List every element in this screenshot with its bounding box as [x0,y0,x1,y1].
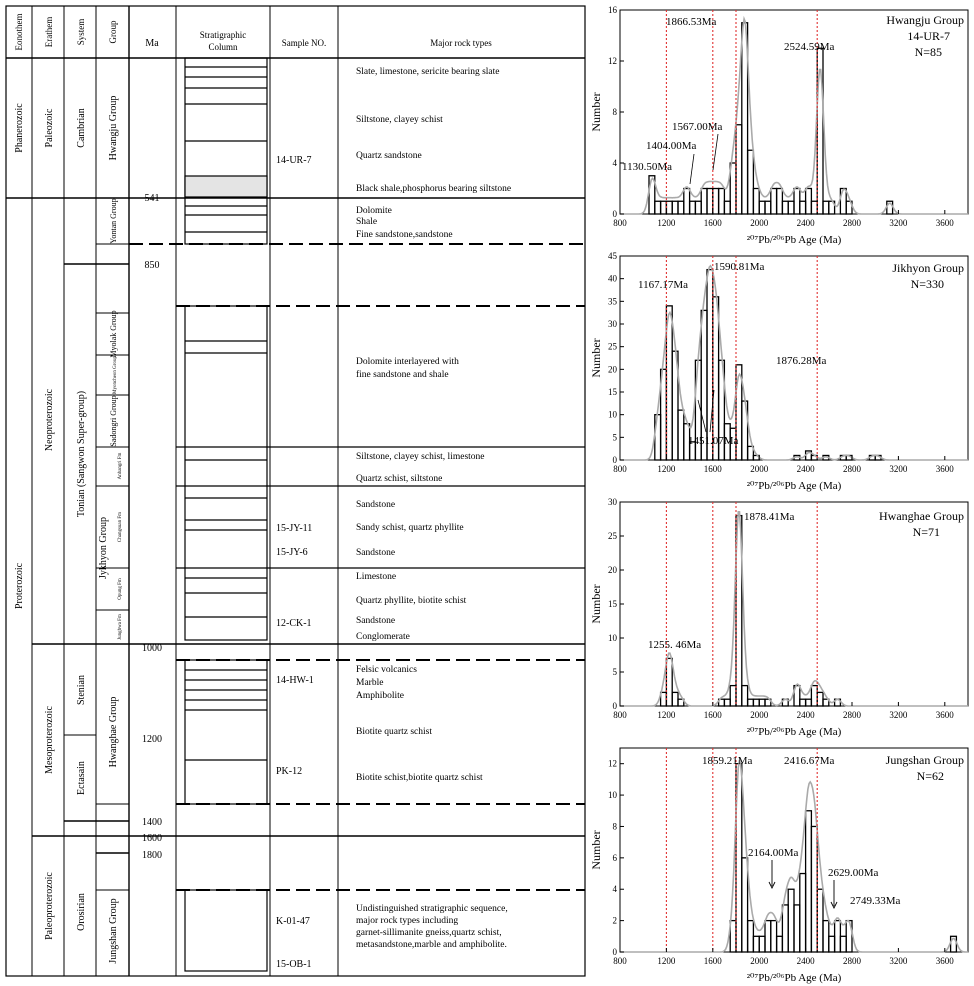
histogram-bar [724,699,730,706]
eonothem-phanerozoic: Phanerozoic [14,103,25,153]
y-tick-label: 10 [608,409,617,420]
y-tick-label: 16 [608,5,617,15]
histogram-bar [811,826,817,952]
histogram-bar [759,936,765,952]
annotation-label: 2524.59Ma [784,41,835,53]
y-tick-label: 8 [612,821,617,832]
y-tick-label: 12 [608,56,617,66]
annotation-label: 1859.21Ma [702,755,753,767]
y-tick-label: 10 [608,790,617,801]
histogram-hwangju [589,4,974,246]
ma-tick-1000: 1000 [142,643,162,654]
annotation-label: 1590.81Ma [714,261,765,273]
sample-15-ob-1: 15-OB-1 [276,959,312,970]
histogram-bar [730,921,736,952]
histogram-bar [806,811,812,952]
y-tick-label: 0 [612,701,617,711]
histogram-bar [730,686,736,706]
histogram-bar [661,692,667,706]
x-tick-label: 3200 [889,464,908,474]
histogram-bar [806,699,812,706]
panel-sample: 14-UR-7 [907,29,950,43]
annotation-label: 1255. 46Ma [648,639,702,651]
x-axis-label: ²⁰⁷Pb/²⁰⁶Pb Age (Ma) [746,480,842,492]
rock-type: Slate, limestone, sericite bearing slate [356,67,500,77]
panel-title: Jungshan Group [885,753,964,767]
histogram-bar [782,905,788,952]
panel-title: Hwanghae Group [879,509,964,523]
group-yontan: Yontan Group [109,198,118,244]
y-tick-label: 6 [612,852,617,863]
group-jungshan: Jungshan Group [108,898,119,964]
histogram-bar [782,201,788,214]
rock-type: Sandstone [356,500,396,510]
y-tick-label: 15 [608,387,617,397]
y-tick-label: 4 [612,884,617,895]
group-jykhyon: Jykhyon Group [98,517,109,579]
x-tick-label: 1600 [703,956,722,966]
histogram-bar [840,936,846,952]
histogram-bar [817,692,823,706]
x-tick-label: 1200 [657,710,676,720]
x-tick-label: 2000 [750,218,769,228]
y-tick-label: 2 [612,915,617,926]
y-tick-label: 40 [608,273,617,284]
histogram-bar [666,201,672,214]
histogram-bar [800,699,806,706]
histogram-bar [684,189,690,215]
histogram-bar [678,201,684,214]
histogram-bar [690,201,696,214]
rock-type: Marble [356,678,384,688]
panel-n: N=62 [916,769,944,783]
histogram-jungshan [589,742,974,984]
histogram-bar [753,936,759,952]
histogram-bar [800,874,806,952]
histogram-bar [817,48,823,214]
rock-type: Sandy schist, quartz phyllite [356,523,464,533]
ma-tick-1600: 1600 [142,833,162,844]
y-axis-label: Number [589,830,603,870]
ma-tick-850: 850 [144,260,160,271]
histogram-jikhyon [589,250,974,492]
rock-type: Sandstone [356,548,396,558]
system-tonian: Tonian (Sangwon Super-group) [76,390,87,518]
group-hwangju: Hwangju Group [108,95,119,161]
x-axis-label: ²⁰⁷Pb/²⁰⁶Pb Age (Ma) [746,726,842,738]
annotation-label: 2416.67Ma [784,755,835,767]
sample-pk-12: PK-12 [276,766,303,777]
formation-opung: Opung Fm [118,578,123,600]
y-tick-label: 0 [612,947,617,957]
annotation-label: 1866.53Ma [666,16,717,28]
header-column-1: Stratigraphic [199,30,247,40]
annotation-label: 2164.00Ma [748,847,799,859]
erathem-paleoproterozoic: Paleoproterozoic [44,872,55,940]
ma-tick-541: 541 [144,193,160,204]
histogram-bar [794,189,800,215]
panel-n: N=71 [912,525,940,539]
annotation-label: 2629.00Ma [828,867,879,879]
x-tick-label: 800 [613,218,627,228]
rock-type: fine sandstone and shale [356,370,449,380]
rock-type: Undistinguished stratigraphic sequence, [356,904,508,914]
annotation-label: 1567.00Ma [672,121,723,133]
histogram-bar [672,692,678,706]
histogram-bar [672,201,678,214]
eonothem-proterozoic: Proterozoic [14,562,25,610]
histogram-bar [788,201,794,214]
histogram-bar [771,921,777,952]
histogram-bar [765,921,771,952]
histogram-bar [800,201,806,214]
x-tick-label: 3600 [935,710,954,720]
header-erathem: Erathem [44,16,54,48]
y-tick-label: 15 [608,599,617,609]
header-rocks: Major rock types [430,38,492,48]
rock-type: Felsic volcanics [356,665,417,675]
y-tick-label: 30 [608,319,617,329]
x-tick-label: 2800 [843,218,861,228]
header-system: System [76,18,86,46]
system-orosirian: Orosirian [76,893,87,931]
y-tick-label: 0 [612,455,617,465]
x-tick-label: 3200 [889,218,908,228]
annotation-label: 1167.17Ma [638,279,689,291]
histogram-bar [748,150,754,214]
x-tick-label: 2400 [796,956,815,966]
system-stenian: Stenian [76,675,87,705]
histogram-bar [742,686,748,706]
histogram-bar [748,921,754,952]
ma-tick-1400: 1400 [142,817,162,828]
histogram-bar [742,858,748,952]
sample-12-ck-1: 12-CK-1 [276,618,312,629]
histogram-bar [753,189,759,215]
group-sadongri: Sadongri Group [109,395,118,447]
annotation-label: 1878.41Ma [744,511,795,523]
rock-type: Shale [356,217,378,227]
rock-type: Limestone [356,572,397,582]
stratigraphic-columns [185,58,267,971]
sample-15-jy-6: 15-JY-6 [276,547,308,558]
x-tick-label: 1200 [657,956,676,966]
x-tick-label: 3200 [889,956,908,966]
rock-type: Quartz schist, siltstone [356,474,443,484]
histogram-bar [719,189,725,215]
rock-type: major rock types including [356,916,459,926]
panel-n: N=85 [914,45,942,59]
x-tick-label: 2000 [750,710,769,720]
x-tick-label: 2800 [843,464,861,474]
histogram-bar [817,889,823,952]
y-tick-label: 10 [608,633,617,643]
sample-14-ur-7: 14-UR-7 [276,155,312,166]
ma-tick-1200: 1200 [142,734,162,745]
y-tick-label: 20 [608,364,617,375]
panel-n: N=330 [910,277,944,291]
rock-type: Fine sandstone,sandstone [356,230,453,240]
formation-anbangri: Anbangri Fm [118,452,123,480]
histogram-bar [771,189,777,215]
y-axis-label: Number [589,584,603,624]
x-tick-label: 2400 [796,464,815,474]
y-tick-label: 0 [612,209,617,219]
panel-title: Hwangju Group [886,13,964,27]
panel-title: Jikhyon Group [892,261,964,275]
x-tick-label: 3600 [935,956,954,966]
rock-type: garnet-sillimanite gneiss,quartz schist, [356,928,502,938]
y-tick-label: 35 [608,296,617,307]
histogram-bar [823,201,829,214]
histogram-bar [724,201,730,214]
x-tick-label: 800 [613,956,627,966]
y-tick-label: 25 [608,531,617,541]
rock-type: Dolomite interlayered with [356,357,459,367]
rock-type: Biotite quartz schist [356,727,432,737]
histogram-bar [794,905,800,952]
histogram-bar [777,189,783,215]
histogram-bar [777,936,783,952]
header-eonothem: Eonothem [14,13,24,51]
group-myoncheon: Myoncheon Group [113,356,118,394]
histogram-bar [788,889,794,952]
histogram-bar [806,189,812,215]
erathem-paleozoic: Paleozoic [44,108,55,148]
histogram-bar [753,699,759,706]
histogram-bar [713,189,719,215]
header-sample: Sample NO. [281,38,327,48]
histogram-bar [759,201,765,214]
formation-changsuan: Changsuan Fm [118,511,123,543]
y-tick-label: 5 [612,667,617,677]
x-tick-label: 3600 [935,464,954,474]
x-tick-label: 1600 [703,218,722,228]
x-tick-label: 2000 [750,464,769,474]
y-tick-label: 30 [608,497,617,507]
y-axis-label: Number [589,338,603,378]
rock-type: Sandstone [356,616,396,626]
x-tick-label: 800 [613,464,627,474]
x-tick-label: 3200 [889,710,908,720]
x-tick-label: 2000 [750,956,769,966]
sample-k-01-47: K-01-47 [276,916,310,927]
histogram-bar [701,189,707,215]
x-tick-label: 2400 [796,710,815,720]
annotation-label: 2749.33Ma [850,895,901,907]
x-axis-label: ²⁰⁷Pb/²⁰⁶Pb Age (Ma) [746,972,842,984]
x-axis-label: ²⁰⁷Pb/²⁰⁶Pb Age (Ma) [746,234,842,246]
rock-type: Quartz sandstone [356,151,422,161]
annotation-label: 1876.28Ma [776,355,827,367]
histogram-bar [655,201,661,214]
histogram-bar [829,936,835,952]
formation-junghwa: Junghwa Fm [118,614,123,640]
y-tick-label: 5 [612,432,617,443]
x-tick-label: 3600 [935,218,954,228]
sample-15-jy-11: 15-JY-11 [276,523,313,534]
group-hwanghae: Hwanghae Group [108,696,119,768]
x-tick-label: 800 [613,710,627,720]
rock-type: Biotite schist,biotite quartz schist [356,773,483,783]
header-group: Group [108,20,118,44]
x-tick-label: 1200 [657,218,676,228]
histogram-hwanghae [589,496,974,738]
x-tick-label: 2400 [796,218,815,228]
x-tick-label: 2800 [843,710,861,720]
y-tick-label: 25 [608,341,617,352]
annotation-label: 1130.50Ma [622,161,673,173]
y-axis-label: Number [589,92,603,132]
rock-type: Dolomite [356,206,392,216]
histogram-bar [707,189,713,215]
rock-type: Quartz phyllite, biotite schist [356,596,467,606]
sample-14-hw-1: 14-HW-1 [276,675,314,686]
erathem-neoproterozoic: Neoproterozoic [44,388,55,452]
histogram-bar [661,201,667,214]
y-tick-label: 4 [612,158,617,168]
system-ectasain: Ectasain [76,761,87,795]
rock-type: Siltstone, clayey schist, limestone [356,452,485,462]
rock-type: Black shale,phosphorus bearing siltstone [356,184,512,194]
header-ma: Ma [145,38,159,49]
x-tick-label: 1600 [703,710,722,720]
rock-type: Amphibolite [356,691,405,701]
header-column-2: Column [208,42,238,52]
annotation-label: 1404.00Ma [646,140,697,152]
erathem-mesoproterozoic: Mesoproterozoic [44,706,55,774]
histogram-bar [678,410,684,460]
y-tick-label: 20 [608,565,617,575]
histogram-bar [759,699,765,706]
histogram-bar [811,686,817,706]
y-tick-label: 12 [608,758,617,769]
ma-tick-1800: 1800 [142,850,162,861]
histogram-bar [748,699,754,706]
x-tick-label: 1200 [657,464,676,474]
histogram-bar [811,201,817,214]
x-tick-label: 2800 [843,956,861,966]
histogram-bar [666,658,672,706]
y-tick-label: 45 [608,251,617,261]
group-myolak: Myolak Group [109,310,118,358]
system-cambrian: Cambrian [76,108,87,148]
histogram-bar [736,125,742,214]
annotation-label: 1451.07Ma [688,435,739,447]
histogram-bar [835,921,841,952]
histogram-bar [765,201,771,214]
histogram-bar [823,921,829,952]
rock-type: metasandstone,marble and amphibolite. [356,940,507,950]
rock-type: Conglomerate [356,632,410,642]
y-tick-label: 8 [612,107,617,117]
histogram-bar [695,201,701,214]
rock-type: Siltstone, clayey schist [356,115,443,125]
x-tick-label: 1600 [703,464,722,474]
